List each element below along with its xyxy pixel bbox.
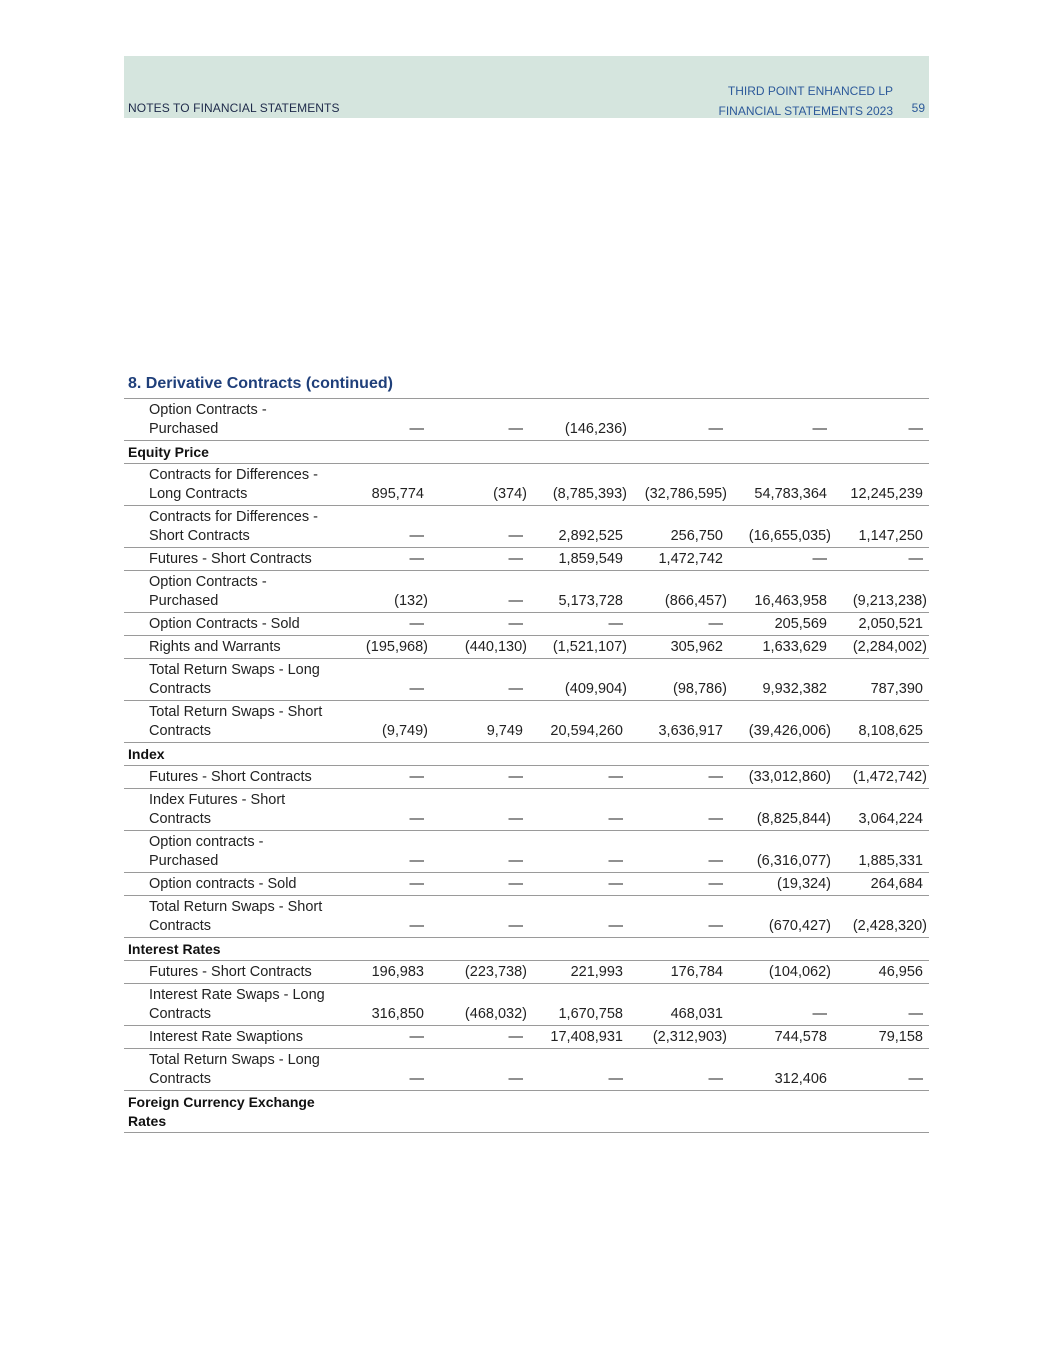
label-line: Contracts <box>149 1071 212 1087</box>
label-line: Option contracts - <box>149 834 264 850</box>
category-row <box>124 441 929 464</box>
label-line: Interest Rates <box>128 941 221 957</box>
value-cell <box>334 1091 430 1133</box>
value-cell <box>430 938 529 961</box>
table-row <box>124 896 929 938</box>
value-cell: (409,904) <box>529 659 629 701</box>
table-row <box>124 789 929 831</box>
value-cell: (440,130) <box>430 636 529 659</box>
label-line: Equity Price <box>128 444 209 460</box>
value-cell: — <box>529 831 629 873</box>
value-cell: — <box>430 571 529 613</box>
value-cell <box>334 743 430 766</box>
value-cell <box>529 441 629 464</box>
row-label <box>124 961 334 984</box>
label-line: Total Return Swaps - Short <box>149 899 323 915</box>
category-label <box>124 938 334 961</box>
document-name: FINANCIAL STATEMENTS 2023 <box>718 104 893 118</box>
table-row <box>124 831 929 873</box>
label-line: Purchased <box>149 853 219 869</box>
value-cell: — <box>529 896 629 938</box>
value-cell: 305,962 <box>629 636 729 659</box>
value-cell: (1,521,107) <box>529 636 629 659</box>
value-cell: 196,983 <box>334 961 430 984</box>
value-cell: 12,245,239 <box>833 464 929 506</box>
value-cell <box>729 1091 833 1133</box>
row-label <box>124 1049 334 1091</box>
label-line: Total Return Swaps - Short <box>149 704 323 720</box>
table-body <box>124 399 929 1133</box>
value-cell: (866,457) <box>629 571 729 613</box>
row-label <box>124 506 334 548</box>
value-cell: — <box>629 613 729 636</box>
row-label <box>124 399 334 441</box>
value-cell: (132) <box>334 571 430 613</box>
value-cell: 264,684 <box>833 873 929 896</box>
row-label <box>124 789 334 831</box>
label-line: Rights and Warrants <box>149 639 281 655</box>
value-cell: — <box>529 613 629 636</box>
value-cell <box>833 1091 929 1133</box>
value-cell: — <box>430 1049 529 1091</box>
value-cell <box>833 743 929 766</box>
value-cell: — <box>334 873 430 896</box>
value-cell: (223,738) <box>430 961 529 984</box>
table-row <box>124 659 929 701</box>
value-cell: 1,633,629 <box>729 636 833 659</box>
category-label <box>124 743 334 766</box>
label-line: Purchased <box>149 593 219 609</box>
value-cell <box>430 441 529 464</box>
value-cell: (19,324) <box>729 873 833 896</box>
value-cell: — <box>334 896 430 938</box>
row-label <box>124 636 334 659</box>
value-cell: 787,390 <box>833 659 929 701</box>
label-line: Contracts <box>149 918 212 934</box>
value-cell <box>334 441 430 464</box>
table-row <box>124 464 929 506</box>
value-cell: — <box>334 659 430 701</box>
value-cell: — <box>729 984 833 1026</box>
label-line: Index <box>128 746 165 762</box>
label-line: Total Return Swaps - Long <box>149 1052 320 1068</box>
table-row <box>124 399 929 441</box>
value-cell: (670,427) <box>729 896 833 938</box>
value-cell <box>729 938 833 961</box>
value-cell: 9,749 <box>430 701 529 743</box>
value-cell: — <box>334 766 430 789</box>
value-cell: — <box>833 984 929 1026</box>
label-line: Futures - Short Contracts <box>149 964 312 980</box>
value-cell: (16,655,035) <box>729 506 833 548</box>
value-cell: — <box>334 1049 430 1091</box>
value-cell <box>430 743 529 766</box>
category-label <box>124 1091 334 1133</box>
value-cell: — <box>334 548 430 571</box>
label-line: Option contracts - Sold <box>149 876 297 892</box>
value-cell: (32,786,595) <box>629 464 729 506</box>
value-cell: (39,426,006) <box>729 701 833 743</box>
value-cell: 205,569 <box>729 613 833 636</box>
value-cell <box>833 441 929 464</box>
label-line: Short Contracts <box>149 528 250 544</box>
label-line: Option Contracts - <box>149 574 267 590</box>
value-cell: — <box>430 789 529 831</box>
value-cell: — <box>529 1049 629 1091</box>
row-label <box>124 464 334 506</box>
label-line: Contracts <box>149 681 212 697</box>
section-header-label: NOTES TO FINANCIAL STATEMENTS <box>128 101 340 115</box>
table-row <box>124 1026 929 1049</box>
value-cell: (104,062) <box>729 961 833 984</box>
label-line: Option Contracts - <box>149 402 267 418</box>
value-cell: (8,785,393) <box>529 464 629 506</box>
value-cell <box>529 938 629 961</box>
row-label <box>124 659 334 701</box>
value-cell: 3,064,224 <box>833 789 929 831</box>
value-cell: — <box>334 831 430 873</box>
value-cell: — <box>430 659 529 701</box>
value-cell: — <box>334 789 430 831</box>
value-cell: 1,885,331 <box>833 831 929 873</box>
table-row <box>124 571 929 613</box>
value-cell: — <box>629 896 729 938</box>
value-cell: (2,428,320) <box>833 896 929 938</box>
label-line: Contracts <box>149 723 212 739</box>
value-cell: (374) <box>430 464 529 506</box>
table-row <box>124 636 929 659</box>
section-title: 8. Derivative Contracts (continued) <box>128 375 393 392</box>
label-line: Futures - Short Contracts <box>149 769 312 785</box>
value-cell: — <box>729 548 833 571</box>
value-cell: 79,158 <box>833 1026 929 1049</box>
value-cell: (1,472,742) <box>833 766 929 789</box>
derivative-contracts-table <box>124 398 929 1133</box>
value-cell: (195,968) <box>334 636 430 659</box>
value-cell: 312,406 <box>729 1049 833 1091</box>
value-cell: 176,784 <box>629 961 729 984</box>
category-row <box>124 938 929 961</box>
row-label <box>124 548 334 571</box>
value-cell: — <box>629 399 729 441</box>
value-cell: 468,031 <box>629 984 729 1026</box>
value-cell: 3,636,917 <box>629 701 729 743</box>
value-cell: — <box>430 896 529 938</box>
value-cell: (98,786) <box>629 659 729 701</box>
value-cell: — <box>529 766 629 789</box>
table-row <box>124 961 929 984</box>
value-cell: — <box>334 1026 430 1049</box>
value-cell: (2,312,903) <box>629 1026 729 1049</box>
label-line: Rates <box>128 1113 167 1129</box>
category-row <box>124 1091 929 1133</box>
value-cell: — <box>430 506 529 548</box>
value-cell <box>833 938 929 961</box>
value-cell: — <box>430 548 529 571</box>
value-cell <box>629 743 729 766</box>
value-cell: 744,578 <box>729 1026 833 1049</box>
value-cell <box>629 1091 729 1133</box>
row-label <box>124 1026 334 1049</box>
value-cell: 16,463,958 <box>729 571 833 613</box>
value-cell: 8,108,625 <box>833 701 929 743</box>
table-row <box>124 548 929 571</box>
value-cell: 17,408,931 <box>529 1026 629 1049</box>
value-cell: — <box>629 831 729 873</box>
value-cell: — <box>430 873 529 896</box>
value-cell: 895,774 <box>334 464 430 506</box>
value-cell: 54,783,364 <box>729 464 833 506</box>
value-cell: — <box>430 766 529 789</box>
label-line: Option Contracts - Sold <box>149 616 300 632</box>
value-cell: — <box>629 789 729 831</box>
row-label <box>124 831 334 873</box>
value-cell: (146,236) <box>529 399 629 441</box>
value-cell: 1,859,549 <box>529 548 629 571</box>
row-label <box>124 613 334 636</box>
value-cell: (9,749) <box>334 701 430 743</box>
value-cell: 1,472,742 <box>629 548 729 571</box>
value-cell: — <box>529 789 629 831</box>
value-cell: — <box>833 1049 929 1091</box>
value-cell: 20,594,260 <box>529 701 629 743</box>
value-cell: 2,892,525 <box>529 506 629 548</box>
table-row <box>124 701 929 743</box>
value-cell: 221,993 <box>529 961 629 984</box>
label-line: Purchased <box>149 421 219 437</box>
label-line: Futures - Short Contracts <box>149 551 312 567</box>
value-cell: 316,850 <box>334 984 430 1026</box>
value-cell: — <box>629 1049 729 1091</box>
value-cell: (8,825,844) <box>729 789 833 831</box>
row-label <box>124 701 334 743</box>
value-cell: — <box>430 613 529 636</box>
label-line: Contracts for Differences - <box>149 467 318 483</box>
value-cell: — <box>629 873 729 896</box>
label-line: Index Futures - Short <box>149 792 286 808</box>
label-line: Interest Rate Swaptions <box>149 1029 303 1045</box>
label-line: Foreign Currency Exchange <box>128 1094 315 1110</box>
value-cell <box>729 441 833 464</box>
value-cell: 2,050,521 <box>833 613 929 636</box>
value-cell: 46,956 <box>833 961 929 984</box>
value-cell: — <box>833 399 929 441</box>
value-cell: — <box>334 399 430 441</box>
value-cell: (33,012,860) <box>729 766 833 789</box>
value-cell <box>729 743 833 766</box>
label-line: Contracts <box>149 811 212 827</box>
value-cell: 9,932,382 <box>729 659 833 701</box>
row-label <box>124 571 334 613</box>
row-label <box>124 873 334 896</box>
value-cell <box>334 938 430 961</box>
value-cell <box>629 441 729 464</box>
row-label <box>124 766 334 789</box>
table-row <box>124 506 929 548</box>
value-cell: — <box>430 1026 529 1049</box>
value-cell: — <box>833 548 929 571</box>
table-row <box>124 766 929 789</box>
value-cell: — <box>430 831 529 873</box>
label-line: Interest Rate Swaps - Long <box>149 987 325 1003</box>
value-cell <box>430 1091 529 1133</box>
value-cell: — <box>629 766 729 789</box>
value-cell <box>629 938 729 961</box>
company-name: THIRD POINT ENHANCED LP <box>727 84 893 98</box>
page-header <box>124 56 929 118</box>
table-row <box>124 873 929 896</box>
label-line: Total Return Swaps - Long <box>149 662 320 678</box>
table-row <box>124 1049 929 1091</box>
value-cell: (9,213,238) <box>833 571 929 613</box>
row-label <box>124 896 334 938</box>
table-row <box>124 613 929 636</box>
value-cell: — <box>430 399 529 441</box>
value-cell: 1,670,758 <box>529 984 629 1026</box>
page-number: 59 <box>911 101 925 115</box>
value-cell: 5,173,728 <box>529 571 629 613</box>
value-cell: 1,147,250 <box>833 506 929 548</box>
value-cell: (468,032) <box>430 984 529 1026</box>
value-cell: (2,284,002) <box>833 636 929 659</box>
value-cell: — <box>334 613 430 636</box>
table-row <box>124 984 929 1026</box>
value-cell <box>529 1091 629 1133</box>
document-title-block <box>719 81 894 121</box>
label-line: Long Contracts <box>149 486 248 502</box>
value-cell: 256,750 <box>629 506 729 548</box>
value-cell: — <box>729 399 833 441</box>
value-cell: — <box>334 506 430 548</box>
value-cell: — <box>529 873 629 896</box>
row-label <box>124 984 334 1026</box>
label-line: Contracts for Differences - <box>149 509 318 525</box>
label-line: Contracts <box>149 1006 212 1022</box>
value-cell: (6,316,077) <box>729 831 833 873</box>
category-label <box>124 441 334 464</box>
value-cell <box>529 743 629 766</box>
category-row <box>124 743 929 766</box>
